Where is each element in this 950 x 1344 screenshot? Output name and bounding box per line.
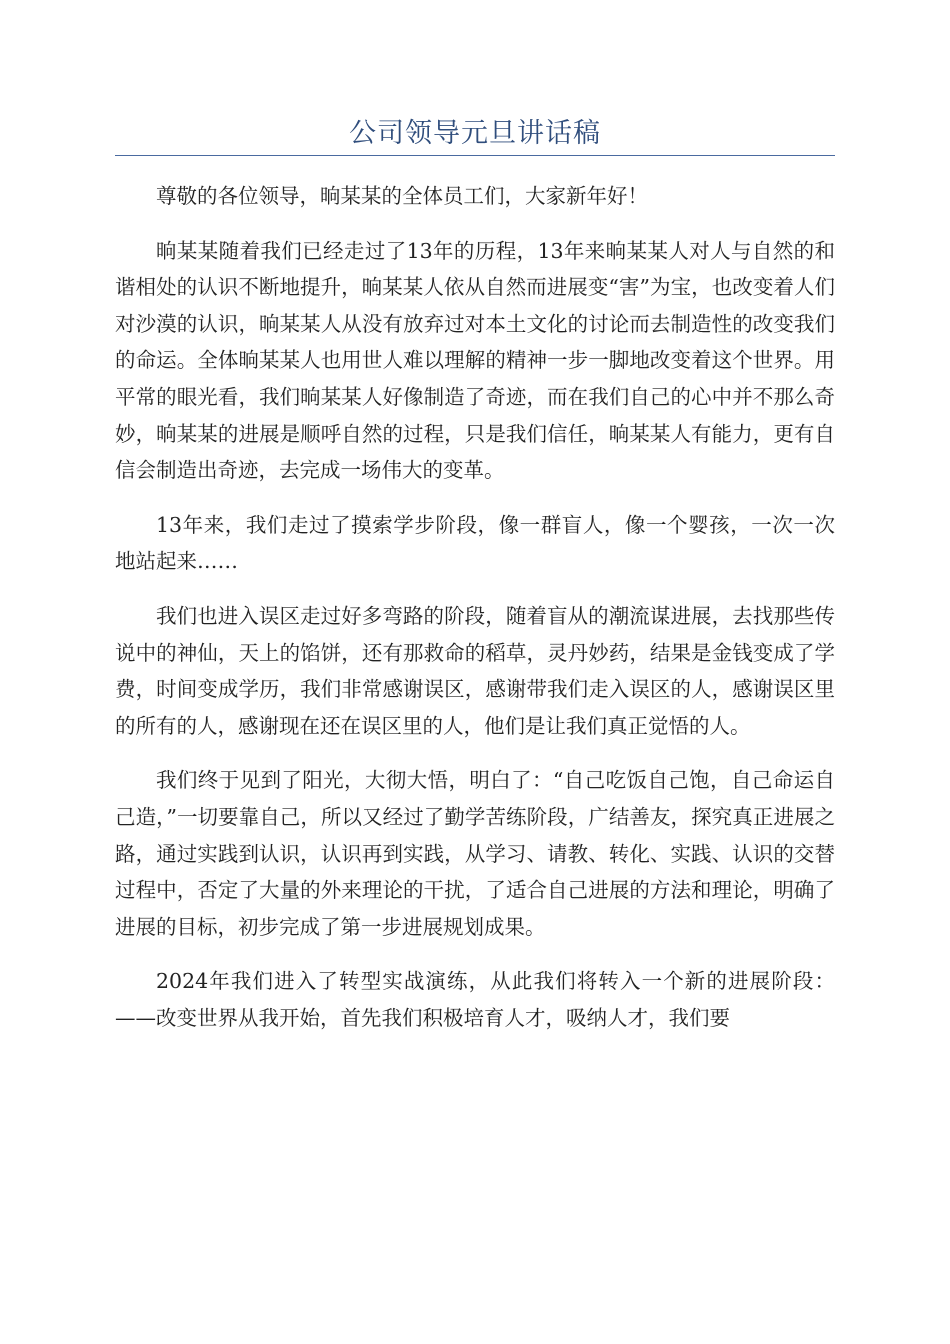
paragraph-transformation: 2024年我们进入了转型实战演练，从此我们将转入一个新的进展阶段：——改变世界从我开始，首先我们积极培育人才，吸纳人才，我们要: [115, 969, 835, 1030]
paragraph-greeting: 尊敬的各位领导，晌某某的全体员工们，大家新年好！: [156, 184, 648, 208]
title-underline: [115, 155, 835, 156]
document-body: [115, 178, 835, 1036]
paragraph-history: 晌某某随着我们已经走过了13年的历程，13年来晌某某人对人与自然的和谐相处的认识不断地提升，晌某某人依从自然而进展变“害”为宝，也改变着人们对沙漠的认识，晌某某人从没有放弃过对本土文化的讨论而去制造性的改变我们的命运。全体晌某某人也用世人难以理解的精神一步一脚地改变着这个世界。用平常的眼光看，我们晌某某人好像制造了奇迹，而在我们自己的心中并不那么奇妙，晌某某的进展是顺呼自然的过程，只是我们信任，晌某某人有能力，更有自信会制造出奇迹，去完成一场伟大的变革。: [115, 238, 835, 483]
document-title: 公司领导元旦讲话稿: [349, 118, 601, 149]
paragraph-enlightenment: 我们终于见到了阳光，大彻大悟，明白了：“自己吃饭自己饱，自己命运自己造，”一切要靠自己，所以又经过了勤学苦练阶段，广结善友，探究真正进展之路，通过实践到认识，认识再到实践，从学习、请教、转化、实践、认识的交替过程中，否定了大量的外来理论的干扰，了适合自己进展的方法和理论，明确了进展的目标，初步完成了第一步进展规划成果。: [115, 768, 835, 939]
document-page: [115, 0, 835, 1054]
paragraph-exploration: 13年来，我们走过了摸索学步阶段，像一群盲人，像一个婴孩，一次一次地站起来……: [115, 512, 835, 574]
paragraph-misconceptions: 我们也进入误区走过好多弯路的阶段，随着盲从的潮流谋进展，去找那些传说中的神仙，天上的馅饼，还有那救命的稻草，灵丹妙药，结果是金钱变成了学费，时间变成学历，我们非常感谢误区，感谢带我们走入误区的人，感谢误区里的所有的人，感谢现在还在误区里的人，他们是让我们真正觉悟的人。: [115, 603, 835, 738]
